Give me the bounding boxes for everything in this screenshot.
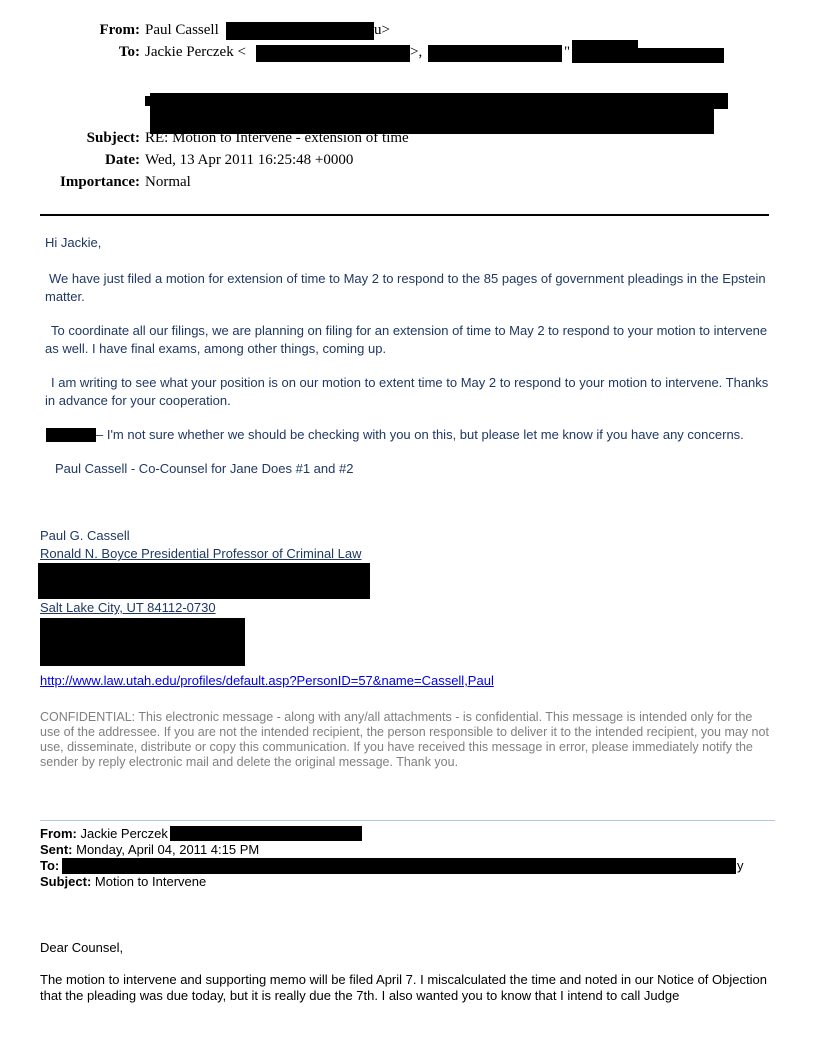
redaction-block [572,48,724,63]
quoted-to-label: To: [40,858,60,873]
greeting: Hi Jackie, [45,235,102,250]
quoted-salutation: Dear Counsel, [40,940,124,955]
quoted-subject-label: Subject: [40,874,92,889]
profile-link[interactable]: http://www.law.utah.edu/profiles/default.asp?PersonID=57&name=Cassell,Paul [40,673,494,688]
subject-label: Subject: [86,130,140,146]
paragraph-1: We have just filed a motion for extension of time to May 2 to respond to the 85 pages of government pleadings in the Epstein matter. [45,271,766,304]
importance-label: Importance: [60,174,140,190]
from-tail: u> [374,22,390,38]
paragraph-2: To coordinate all our filings, we are planning on filing for an extension of time to May 2 to respond to your motion to intervene as well. I have final exams, among other things, coming up. [45,323,768,356]
signature-city: Salt Lake City, UT 84112-0730 [40,600,216,615]
quoted-subject-value: Motion to Intervene [94,874,207,889]
quoted-sent-value: Monday, April 04, 2011 4:15 PM [76,842,260,857]
quoted-sent-label: Sent: [40,842,73,857]
redaction-block [428,45,562,62]
importance-value: Normal [145,174,191,190]
redaction-block [46,428,96,442]
redaction-block [38,563,370,599]
signature-name: Paul G. Cassell [40,528,130,543]
quoted-to-row [40,858,59,873]
quoted-from-value: Jackie Perczek [80,826,168,841]
redaction-block [40,618,245,666]
quoted-sent-row [40,842,259,857]
confidentiality-notice: CONFIDENTIAL: This electronic message - along with any/all attachments - is confidential. This message is intended only for the use of the addressee. If you are not the intended recipient, the person responsible to deliver it to the intended recipient, you may not use, disseminate, distribute or copy this communication. If you have received this message in error, please immediately notify the sender by reply electronic mail and delete the original message. Thank you. [40,710,769,769]
redaction-block [62,858,736,874]
redaction-block [226,22,374,40]
to-quote: " [564,44,571,60]
redaction-block [150,93,728,109]
date-label: Date: [105,152,140,168]
quoted-paragraph-1: The motion to intervene and supporting memo will be filed April 7. I miscalculated the time and noted in our Notice of Objection that the pleading was due today, but it is really due the 7th. I also wanted you to know that I intend to call Judge [40,972,767,1003]
paragraph-4: – I'm not sure whether we should be checking with you on this, but please let me know if you have any concerns. [96,427,744,442]
quoted-subject-row [40,874,206,889]
redaction-block [170,826,362,841]
quoted-from-label: From: [40,826,77,841]
date-value: Wed, 13 Apr 2011 16:25:48 +0000 [145,152,354,168]
signature-title: Ronald N. Boyce Presidential Professor of Criminal Law [40,546,362,561]
quoted-to-tail: y [737,858,744,873]
subject-value: RE: Motion to Intervene - extension of time [145,130,409,146]
quoted-divider [40,820,775,821]
from-label: From: [99,22,140,38]
quoted-from-row [40,826,168,841]
paragraph-3: I am writing to see what your position is on our motion to extent time to May 2 to respond to your motion to intervene. Thanks in advance for your cooperation. [45,375,769,408]
to-sep: >, [410,44,423,60]
redaction-block [256,45,410,62]
from-value: Paul Cassell [145,22,219,38]
header-divider [40,214,769,216]
closing: Paul Cassell - Co-Counsel for Jane Does #1 and #2 [55,461,354,476]
to-value: Jackie Perczek < [145,44,246,60]
to-label: To: [118,44,140,60]
